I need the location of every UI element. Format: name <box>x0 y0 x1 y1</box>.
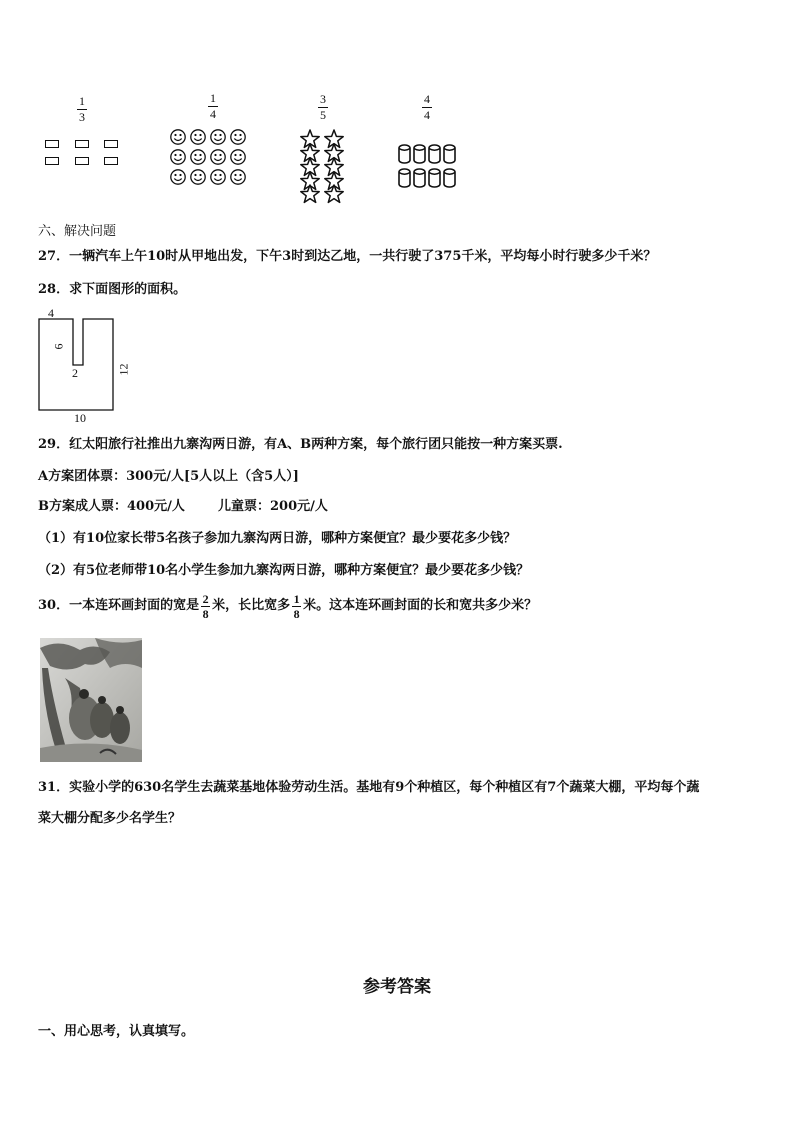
figure-label-inner-width: 2 <box>72 366 78 380</box>
stars-picture <box>296 128 348 204</box>
section-6-heading: 六、解决问题 <box>38 224 117 239</box>
figure-label-right: 12 <box>116 363 131 376</box>
figure-label-bottom: 10 <box>74 411 86 425</box>
comic-cover-painting <box>40 638 142 762</box>
cylinders-picture <box>396 142 460 192</box>
fraction-4: 4 4 <box>424 92 430 122</box>
figure-label-top: 4 <box>48 306 54 320</box>
question-30: 30．一本连环画封面的宽是 2 8 米，长比宽多 1 8 米。这本连环画封面的长和宽共多少米？ <box>38 591 538 621</box>
answer-key-title: 参考答案 <box>363 977 431 997</box>
question-28: 28．求下面图形的面积。 <box>38 282 187 297</box>
figure-label-inner-height: 6 <box>51 343 66 350</box>
question-31-line-1: 31．实验小学的630名学生去蔬菜基地体验劳动生活。基地有9个种植区，每个种植区有7个蔬菜大棚，平均每个蔬 <box>38 780 700 795</box>
question-29-plan-b-adult: B方案成人票：400元/人 <box>38 499 185 514</box>
question-29-plan-b-child: 儿童票：200元/人 <box>218 499 328 514</box>
question-29-part-2: （2）有5位老师带10名小学生参加九寨沟两日游，哪种方案便宜？最少要花多少钱？ <box>38 563 530 578</box>
question-27: 27．一辆汽车上午10时从甲地出发，下午3时到达乙地，一共行驶了375千米，平均每小时行驶多少千米？ <box>38 249 657 264</box>
question-31-line-2: 菜大棚分配多少名学生？ <box>38 811 182 826</box>
question-29: 29．红太阳旅行社推出九寨沟两日游，有A、B两种方案，每个旅行团只能按一种方案买票. <box>38 437 563 452</box>
smiley-faces-picture <box>168 128 252 188</box>
fraction-3: 3 5 <box>320 92 326 122</box>
fraction-1: 1 3 <box>79 94 85 124</box>
question-29-part-1: （1）有10位家长带5名孩子参加九寨沟两日游，哪种方案便宜？最少要花多少钱？ <box>38 531 517 546</box>
question-29-plan-a: A方案团体票：300元/人[5人以上（含5人）] <box>38 469 299 484</box>
fraction-2: 1 4 <box>210 91 216 121</box>
answer-section-1-heading: 一、用心思考，认真填写。 <box>38 1024 195 1039</box>
